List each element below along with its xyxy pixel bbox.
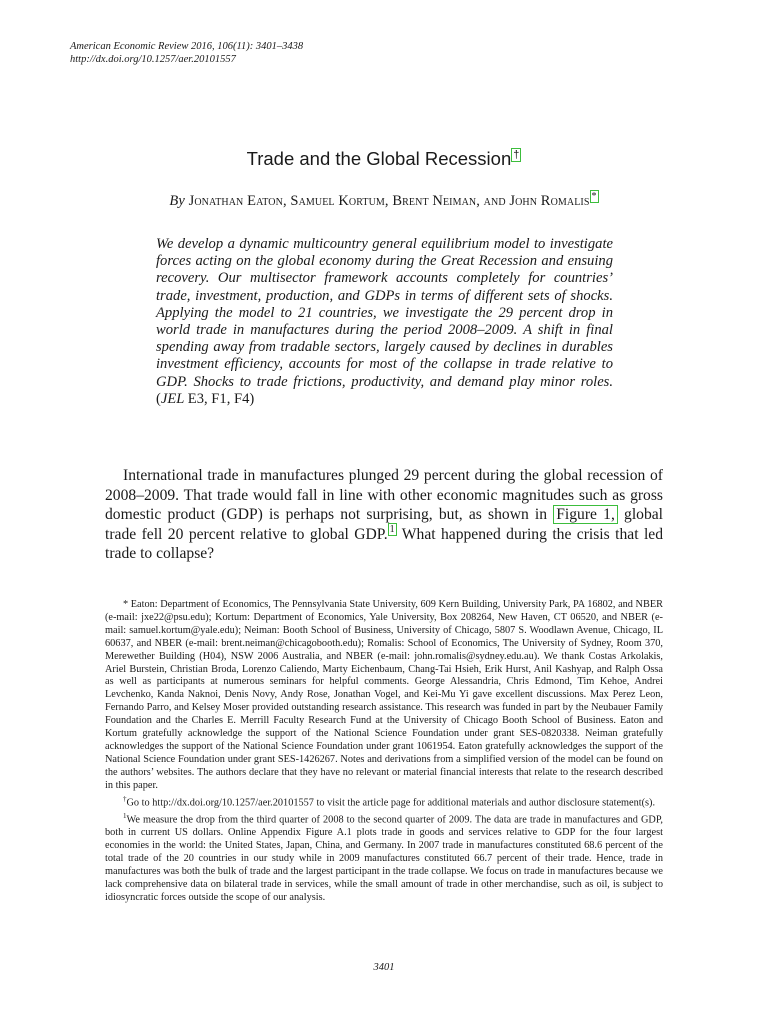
footnote-dagger [105, 793, 663, 810]
journal-citation: American Economic Review 2016, 106(11): 3401–3438 [70, 41, 304, 52]
footnote-1 [105, 810, 663, 905]
intro-text-1: International trade in manufactures plunged 29 percent during the global recession of 2008–2009. That trade would fall in line with other economic magnitudes such as gross domestic product (GDP) is perhaps not surprising, but, as shown in [105, 467, 663, 523]
journal-header [70, 40, 303, 66]
paper-title [0, 148, 768, 170]
by-label: By [169, 192, 185, 209]
paper-title-text: Trade and the Global Recession [246, 148, 512, 169]
title-footnote-link[interactable]: † [513, 148, 520, 161]
intro-text-2: global trade fell 20 percent relative to global GDP. [105, 506, 663, 543]
footnote-dagger-text: Go to http://dx.doi.org/10.1257/aer.20101557 to visit the article page for additional materials and author disclosure statement(s). [126, 797, 656, 809]
abstract-text: We develop a dynamic multicountry general equilibrium model to investigate forces acting on the global economy during the Great Recession and ensuing recovery. Our multisector framework accounts completely for countries’ trade, investment, production, and GDPs in terms of different sets of shocks. Applying the model to 21 countries, we investigate the 29 percent drop in world trade in manufactures during the period 2008–2009. A shift in final spending away from tradable sectors, largely caused by declines in durables investment efficiency, accounts for most of the collapse in trade relative to GDP. Shocks to trade frictions, productivity, and demand play minor roles. [156, 236, 613, 390]
author-footnote-link[interactable]: * [591, 191, 597, 202]
figure-1-link[interactable]: Figure 1, [553, 505, 618, 524]
footnote-1-marker: 1 [123, 811, 127, 820]
footnote-1-link[interactable]: 1 [389, 524, 395, 536]
footnote-1-text: We measure the drop from the third quarter of 2008 to the second quarter of 2009. The data are trade in manufactures and GDP, both in current US dollars. Online Appendix Figure A.1 plots trade in goods and services relative to GDP for the four largest economies in the world: the United States, Japan, China, and Germany. In 2007 trade in manufactures constituted 68.6 percent of the total trade of the 20 countries in our study while in 2009 manufactures constituted 66.7 percent of their trade. Hence, trade in manufactures was both the bulk of trade and the largest participant in the trade collapse. We focus on trade in manufactures because we lack comprehensive data on bilateral trade in services, while the small amount of trade in other merchandise, such as oil, is subject to idiosyncratic forces outside the scope of our analysis. [105, 814, 663, 903]
intro-paragraph [105, 466, 663, 564]
jel-open: ( [156, 390, 161, 407]
jel-codes: E3, F1, F4) [187, 390, 255, 407]
doi-link[interactable]: http://dx.doi.org/10.1257/aer.20101557 [70, 54, 236, 65]
footnote-star-marker: * [123, 599, 129, 610]
footnote-star-text: Eaton: Department of Economics, The Pennsylvania State University, 609 Kern Building, University Park, PA 16802, and NBER (e-mail: jxe22@psu.edu); Kortum: Department of Economics, Yale University, Box 208264, New Haven, CT 06520, and NBER (e-mail: samuel.kortum@yale.edu); Neiman: Booth School of Business, University of Chicago, 5807 S. Woodlawn Avenue, Chicago, IL 60637, and NBER (e-mail: brent.neiman@chicagobooth.edu); Romalis: School of Economics, The University of Sydney, Room 370, Merewether Building (H04), NSW 2006 Australia, and NBER (e-mail: john.romalis@sydney.edu.au). We thank Costas Arkolakis, Ariel Burstein, Christian Broda, Lorenzo Caliendo, Marty Eichenbaum, Chang-Tai Hsieh, Erik Hurst, Anil Kashyap, and Ralph Ossa as well as participants at numerous seminars for helpful comments. George Alessandria, Chris Edmond, Tim Kehoe, Andrei Levchenko, Kanda Naknoi, Denis Novy, Andy Rose, Jonathan Vogel, and Kei-Mu Yi gave excellent discussions. Max Perez Leon, Fernando Parro, and Kelsey Moser provided outstanding research assistance. This research was funded in part by the Neubauer Family Foundation and the Charles E. Merrill Faculty Research Fund at the University of Chicago Booth School of Business. Eaton and Kortum gratefully acknowledge the support of the National Science Foundation under grant SES-0820338. Neiman gratefully acknowledges the support of the National Science Foundation under grant 1061954. Eaton gratefully acknowledges the support of the National Science Foundation under grant SES-1426267. Notes and derivations from a simplified version of the model can be found on the authors’ websites. The authors declare that they have no relevant or material financial interests that relate to the research described in this paper. [105, 599, 663, 791]
footnotes [105, 599, 663, 905]
jel-label: JEL [160, 390, 185, 407]
author-byline [0, 192, 768, 210]
author-names: Jonathan Eaton, Samuel Kortum, Brent Neiman, and John Romalis [188, 192, 590, 209]
intro-text-3: What happened during the crisis that led trade to collapse? [105, 525, 664, 562]
footnote-dagger-marker: † [123, 794, 127, 803]
footnote-star [105, 599, 663, 793]
page-number: 3401 [373, 962, 395, 973]
abstract [156, 236, 613, 408]
